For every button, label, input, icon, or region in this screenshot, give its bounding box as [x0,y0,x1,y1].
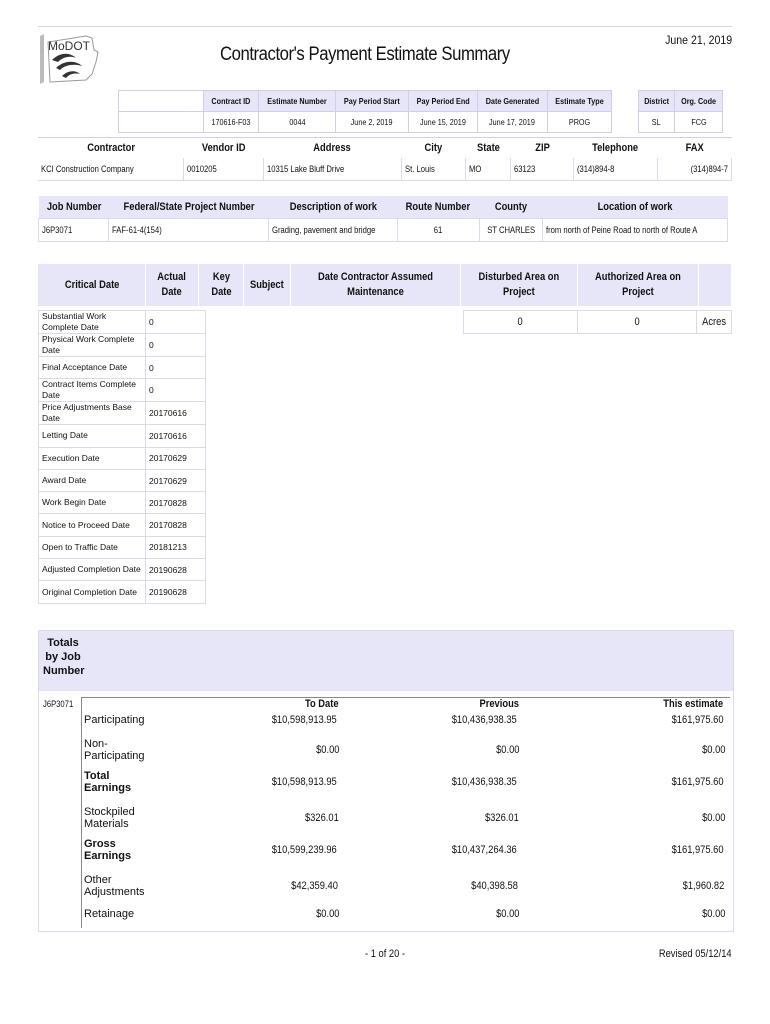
this-estimate-header: This estimate [662,698,723,710]
fax-header: FAX [658,138,732,159]
org-code-header: Org. Code [675,91,723,112]
county-header: County [494,201,527,213]
contractor-header: Contractor [38,138,183,159]
area-table [463,310,732,334]
to-date-value: $10,598,913.95 [271,776,337,788]
critical-date-row [39,536,206,558]
contractor-value: KCI Construction Company [38,158,183,181]
previous-value: $40,398.58 [471,880,518,892]
critical-date-row [39,357,206,379]
estimate-number-header: Estimate Number [259,91,336,112]
state-header: State [466,138,511,159]
disturbed-area-header: Disturbed Area on Project [461,264,578,306]
subject-header: Subject [244,264,291,306]
previous-value: $0.00 [496,908,520,920]
this-estimate-value: $161,975.60 [671,844,724,856]
estimate-number-value: 0044 [259,112,336,133]
to-date-value: $0.00 [316,744,340,756]
project-number-value: FAF-61-4(154) [109,219,269,242]
previous-value: $0.00 [496,744,520,756]
previous-value: $326.01 [485,812,520,824]
telephone-value: (314)894-8 [574,158,658,181]
key-date-header: Key Date [198,264,244,306]
vendor-id-value: 0010205 [183,158,263,181]
route-number-header: Route Number [406,201,471,213]
critical-date-label: Physical Work Complete Date [39,334,146,357]
actual-date-header: Actual Date [146,264,198,306]
critical-date-value: 20170629 [146,447,206,469]
to-date-value: $42,359.40 [291,880,338,892]
area-unit: Acres [696,311,731,334]
job-number-header: Job Number [46,201,101,213]
critical-date-label: Final Acceptance Date [39,357,146,379]
contract-id-header: Contract ID [204,91,259,112]
state-value: MO [466,158,511,181]
critical-date-value: 20170828 [146,492,206,514]
critical-date-value: 0 [146,334,206,357]
district-header: District [638,91,674,112]
zip-header: ZIP [510,138,573,159]
critical-date-row [39,447,206,469]
critical-date-row [39,379,206,402]
critical-date-row [39,311,206,334]
critical-date-label: Open to Traffic Date [39,536,146,558]
critical-date-label: Work Begin Date [39,492,146,514]
previous-value: $10,436,938.35 [451,776,517,788]
critical-date-value: 0 [146,311,206,334]
critical-date-row [39,402,206,425]
critical-date-row [39,425,206,447]
location-value: from north of Peine Road to north of Route A [542,219,727,242]
critical-dates-header [38,264,732,306]
org-code-value: FCG [675,112,723,133]
city-header: City [402,138,466,159]
blank-cell [119,91,204,112]
critical-dates-table [38,310,206,604]
page-number: - 1 of 20 - [365,948,406,960]
pay-period-start-header: Pay Period Start [335,91,408,112]
contractor-table [38,137,732,181]
this-estimate-value: $0.00 [702,744,726,756]
totals-section [38,630,734,932]
totals-row-label: Other Adjustments [84,874,145,898]
description-value: Grading, pavement and bridge [269,219,398,242]
critical-date-value: 20181213 [146,536,206,558]
totals-row-label: Total Earnings [84,770,132,794]
page-title: Contractor's Payment Estimate Summary [220,44,510,65]
job-table [38,196,728,242]
critical-date-label: Substantial Work Complete Date [39,311,146,334]
to-date-value: $10,598,913.95 [271,714,337,726]
previous-value: $10,436,938.35 [451,714,517,726]
description-header: Description of work [289,201,377,213]
address-header: Address [263,138,401,159]
critical-date-value: 20190628 [146,581,206,603]
job-number-value: J6P3071 [39,219,109,242]
location-header: Location of work [597,201,673,213]
authorized-area-header: Authorized Area on Project [577,264,698,306]
critical-date-row [39,492,206,514]
address-value: 10315 Lake Bluff Drive [263,158,401,181]
critical-date-label: Contract Items Complete Date [39,379,146,402]
fax-value: (314)894-7 [658,158,732,181]
logo-text: MoDOT [48,39,90,53]
critical-date-value: 20170629 [146,469,206,491]
this-estimate-value: $161,975.60 [671,714,724,726]
county-value: ST CHARLES [479,219,542,242]
pay-period-end-header: Pay Period End [408,91,477,112]
totals-row-label: Gross Earnings [84,838,132,862]
route-number-value: 61 [397,219,479,242]
critical-date-row [39,334,206,357]
this-estimate-value: $1,960.82 [682,880,725,892]
critical-date-value: 0 [146,357,206,379]
critical-date-row [39,514,206,536]
critical-date-row [39,559,206,581]
this-estimate-value: $161,975.60 [671,776,724,788]
authorized-area-value: 0 [577,311,696,334]
disturbed-area-value: 0 [464,311,578,334]
revised-date: Revised 05/12/14 [659,948,732,960]
district-value: SL [638,112,674,133]
critical-date-label: Award Date [39,469,146,491]
previous-header: Previous [479,698,519,710]
top-rule [38,26,732,27]
estimate-type-header: Estimate Type [547,91,611,112]
totals-row-label: Participating [84,714,145,726]
city-value: St. Louis [402,158,466,181]
zip-value: 63123 [510,158,573,181]
totals-row-label: Stockpiled Materials [84,806,135,830]
date-generated-value: June 17, 2019 [477,112,547,133]
critical-date-row [39,581,206,603]
to-date-value: $10,599,239.96 [271,844,337,856]
telephone-header: Telephone [574,138,658,159]
modot-logo [36,32,106,88]
totals-row-label: Retainage [84,908,135,920]
critical-date-value: 0 [146,379,206,402]
report-date: June 21, 2019 [665,33,732,47]
date-generated-header: Date Generated [477,91,547,112]
critical-date-label: Price Adjustments Base Date [39,402,146,425]
estimate-type-value: PROG [547,112,611,133]
contract-id-value: 170616-F03 [204,112,259,133]
contract-summary-table [118,90,723,133]
critical-date-label: Execution Date [39,447,146,469]
critical-date-value: 20170616 [146,402,206,425]
totals-job-number: J6P3071 [43,699,74,709]
critical-date-value: 20170828 [146,514,206,536]
critical-date-row [39,469,206,491]
maintenance-header: Date Contractor Assumed Maintenance [291,264,461,306]
critical-date-label: Adjusted Completion Date [39,559,146,581]
critical-date-value: 20170616 [146,425,206,447]
critical-date-label: Original Completion Date [39,581,146,603]
to-date-value: $0.00 [316,908,340,920]
pay-period-end-value: June 15, 2019 [408,112,477,133]
this-estimate-value: $0.00 [702,908,726,920]
project-number-header: Federal/State Project Number [123,201,255,213]
previous-value: $10,437,264.36 [451,844,517,856]
totals-row-label: Non-Participating [84,738,145,762]
totals-title: Totals by Job Number [43,637,85,677]
totals-grid [81,697,730,928]
totals-header [39,631,733,691]
critical-date-label: Notice to Proceed Date [39,514,146,536]
this-estimate-value: $0.00 [702,812,726,824]
critical-date-header: Critical Date [38,264,146,306]
pay-period-start-value: June 2, 2019 [335,112,408,133]
critical-date-value: 20190628 [146,559,206,581]
to-date-header: To Date [305,698,340,710]
to-date-value: $326.01 [305,812,340,824]
vendor-id-header: Vendor ID [183,138,263,159]
critical-date-label: Letting Date [39,425,146,447]
